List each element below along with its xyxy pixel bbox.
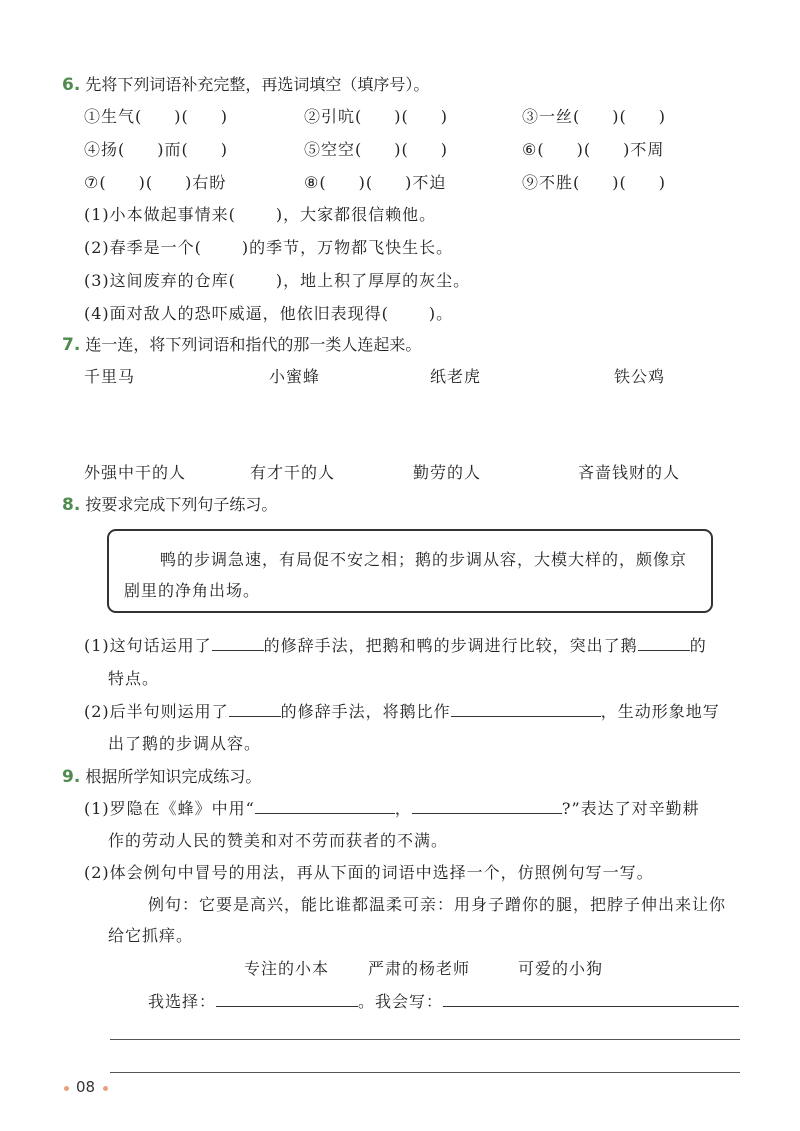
q8-quote-line-1: 鸭的步调急速，有局促不安之相；鹅的步调从容，大模大样的，颇像京: [160, 550, 688, 569]
q8-quote-line-2: 剧里的净角出场。: [124, 581, 261, 600]
q9-heading: [62, 764, 261, 787]
q7-number: 7.: [62, 335, 81, 355]
q6-idiom-item: ⑤空空( )( ): [304, 140, 448, 159]
q7-meaning[interactable]: 勤劳的人: [413, 463, 482, 482]
q7-meaning[interactable]: 有才干的人: [250, 463, 336, 482]
answer-blank[interactable]: [255, 799, 395, 814]
q6-idiom-item: ③一丝( )( ): [522, 107, 666, 126]
q6-sentence-2: (2)春季是一个( )的季节，万物都飞快生长。: [84, 238, 454, 257]
q9-choice[interactable]: 可爱的小狗: [518, 959, 604, 978]
q6-sentence-3: (3)这间废弃的仓库( )，地上积了厚厚的灰尘。: [84, 271, 471, 290]
q6-idiom-item: ⑧( )( )不迫: [304, 173, 447, 192]
q7-heading: [62, 332, 421, 355]
answer-blank[interactable]: [229, 702, 281, 717]
q6-idiom-item: ①生气( )( ): [84, 107, 228, 126]
answer-blank[interactable]: [451, 702, 601, 717]
writing-blank[interactable]: [443, 992, 739, 1007]
q8-heading: [62, 492, 277, 515]
q6-sentence-4: (4)面对敌人的恐吓威逼，他依旧表现得( )。: [84, 304, 454, 323]
choice-blank[interactable]: [216, 992, 358, 1007]
q9-choice[interactable]: 严肃的杨老师: [368, 959, 471, 978]
q6-title: 先将下列词语补充完整，再选词填空（填序号）。: [85, 75, 430, 94]
q6-idiom-item: ⑨不胜( )( ): [522, 173, 666, 192]
q8-part-2-cont: 出了鹅的步调从容。: [108, 734, 262, 753]
answer-blank[interactable]: [638, 636, 690, 651]
q6-idiom-item: ⑥( )( )不周: [522, 140, 665, 159]
q6-sentence-1: (1)小本做起事情来( )，大家都很信赖他。: [84, 205, 437, 224]
page-dot-right: [103, 1086, 108, 1091]
q9-choice[interactable]: 专注的小本: [244, 959, 330, 978]
q7-word[interactable]: 千里马: [84, 367, 136, 386]
q6-heading: [62, 72, 429, 95]
q6-number: 6.: [62, 75, 81, 95]
page-number: 08: [76, 1078, 96, 1096]
page-dot-left: [64, 1086, 69, 1091]
q9-part-1-cont: 作的劳动人民的赞美和对不劳而获者的不满。: [108, 831, 449, 850]
q8-part-1-cont: 特点。: [108, 669, 160, 688]
q9-part-1: (1)罗隐在《蜂》中用“ ， ?”表达了对辛勤耕: [84, 799, 700, 818]
writing-line[interactable]: [110, 1039, 740, 1040]
writing-line[interactable]: [110, 1072, 740, 1073]
q7-title: 连一连，将下列词语和指代的那一类人连起来。: [85, 335, 422, 354]
q9-title: 根据所学知识完成练习。: [85, 767, 262, 786]
q6-idiom-item: ④扬( )而( ): [84, 140, 228, 159]
q9-choose-row: 我选择： 。我会写：: [148, 989, 739, 1012]
q7-word[interactable]: 小蜜蜂: [269, 367, 321, 386]
q9-example-line-1: 例句：它要是高兴，能比谁都温柔可亲：用身子蹭你的腿，把脖子伸出来让你: [148, 895, 727, 914]
q8-title: 按要求完成下列句子练习。: [85, 495, 278, 514]
q7-meaning[interactable]: 外强中干的人: [84, 463, 187, 482]
q6-idiom-item: ⑦( )( )右盼: [84, 173, 227, 192]
q7-word[interactable]: 纸老虎: [430, 367, 482, 386]
q9-number: 9.: [62, 767, 81, 787]
q9-part-2: (2)体会例句中冒号的用法，再从下面的词语中选择一个，仿照例句写一写。: [84, 863, 654, 882]
answer-blank[interactable]: [412, 799, 562, 814]
q6-idiom-item: ②引吭( )( ): [304, 107, 448, 126]
q7-word[interactable]: 铁公鸡: [614, 367, 666, 386]
answer-blank[interactable]: [212, 636, 264, 651]
q9-example-line-2: 给它抓痒。: [108, 926, 194, 945]
q7-meaning[interactable]: 吝啬钱财的人: [578, 463, 681, 482]
q8-part-1: (1)这句话运用了 的修辞手法，把鹅和鸭的步调进行比较，突出了鹅 的: [84, 636, 707, 655]
q8-number: 8.: [62, 495, 81, 515]
q8-part-2: (2)后半句则运用了 的修辞手法，将鹅比作 ，生动形象地写: [84, 702, 720, 721]
